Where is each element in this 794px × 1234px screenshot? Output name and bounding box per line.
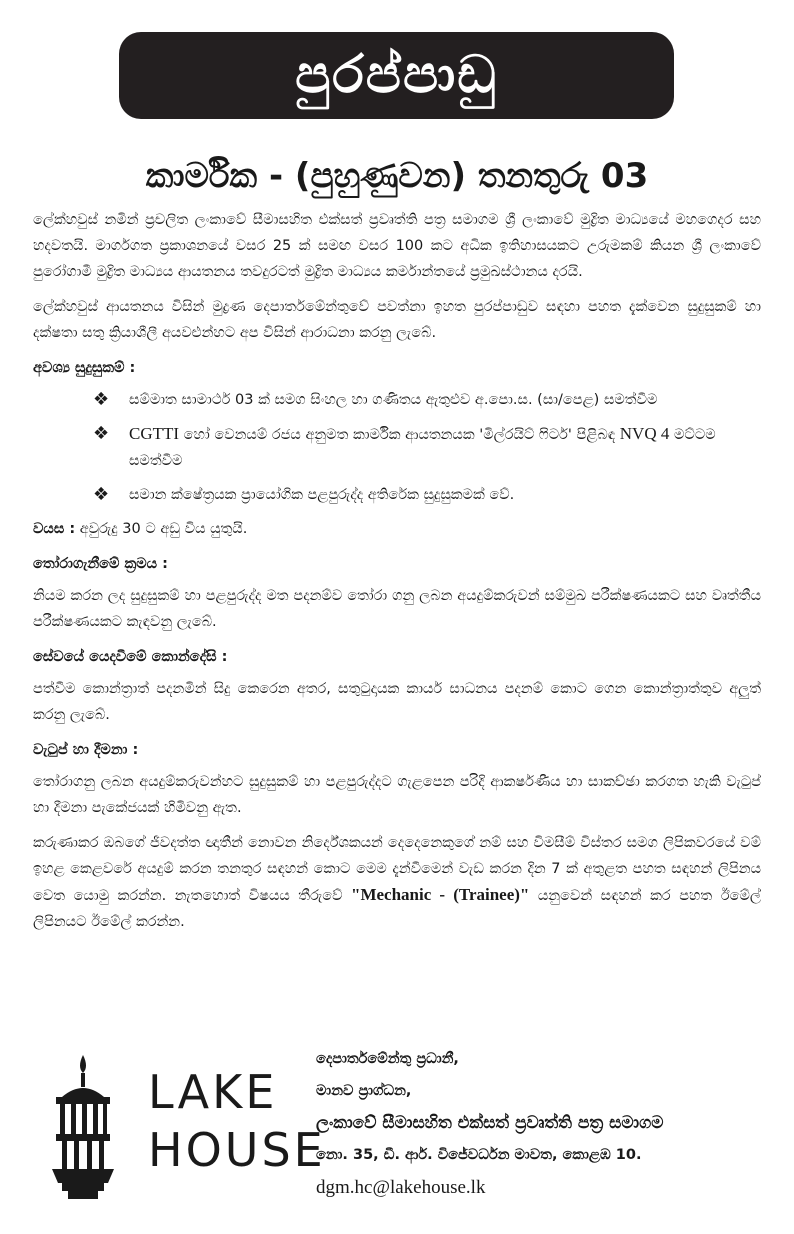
service-title: සේවයේ යෙදවීමේ කොන්දේසි : [33, 649, 228, 665]
address-line-designation: දෙපාර්තමේන්තු ප්‍රධානී, [316, 1051, 459, 1067]
job-headline: කාර්මික - (පුහුණුවන) තනතුරු 03 [145, 156, 649, 196]
logo-word-lake: LAKE [148, 1065, 278, 1119]
salary-title: වැටුප් හා දීමනා : [33, 742, 139, 758]
banner-title: පුරප්පාඩු [295, 45, 498, 105]
cgtti-label: CGTTI [129, 424, 180, 443]
contact-address [316, 1047, 776, 1201]
logo-word-house: HOUSE [148, 1123, 326, 1177]
salary-text: තෝරාගනු ලබන අයදුම්කරුවන්හට සුදුසුකම් හා පළපුරුද්දට ගැළපෙන පරිදි ආකර්ෂණීය හා සාකච්ඡා කරගත හැකි වැටුප් හා දීමනා පැකේජයක් හිමිවනු ඇත. [33, 774, 761, 816]
list-item: ❖ CGTTI හෝ වෙනයම් රජය අනුමත කාර්මික ආයතනයක 'මිල්රයිට් ෆිටර්' පිළිබඳ NVQ 4 මට්ටම සමත්වීම [93, 423, 716, 469]
selection-text: නියම කරන ලද සුදුසුකම් හා පළපුරුද්ද මත පදනම්ව තෝරා ගනු ලබන අයදුම්කරුවන් සම්මුඛ පරීක්ෂණයකට සහ වෘත්තීය පරීක්ෂණයකට කැඳවනු ලැබේ. [33, 588, 761, 630]
lake-house-logo [40, 1045, 326, 1205]
intro-paragraph-1: ලේක්හවුස් නමින් ප්‍රචලිත ලංකාවේ සීමාසහිත එක්සත් ප්‍රවෘත්ති පත්‍ර සමාගම ශ්‍රී ලංකාවේ මුද්‍රිත මාධ්‍යයේ මහගෙදර සහ හදවතයි. මාර්ගගත ප්‍රකාශනයේ වසර 25 ක් සමඟ වසර 100 කට අධික ඉතිහාසයකට උරුමකම් කියන ශ්‍රී ලංකාවේ පුරෝගාමී මුද්‍රිත මාධ්‍යය ආයතනය තවදුරටත් මුද්‍රිත මාධ්‍යය කර්මාන්තයේ ප්‍රමුඛස්ථානය දරයි. [33, 212, 761, 280]
intro-paragraph-2: ලේක්හවුස් ආයතනය විසින් මුද්‍රණ දෙපාර්තමේන්තුවේ පවත්නා ඉහත පුරප්පාඩුව සඳහා පහත දැක්වෙන සුදුසුකම් හා දක්ෂතා සතු ක්‍රියාශීලී අයවළුන්හට අප විසින් ආරාධනා කරනු ලැබේ. [33, 299, 761, 341]
age-label: වයස : [33, 521, 76, 537]
address-line-organisation: ලංකාවේ සීමාසහිත එක්සත් ප්‍රවෘත්ති පත්‍ර සමාගම [316, 1113, 664, 1133]
email-subject: "Mechanic - (Trainee)" [351, 885, 530, 904]
age-requirement: වයස : අවුරුදු 30 ට අඩු විය යුතුයි. [33, 521, 248, 537]
address-line-street: නො. 35, ඩී. ආර්. විජේවර්ධන මාවත, කොළඹ 10. [316, 1147, 642, 1163]
title-banner [119, 32, 674, 119]
list-item: ❖ සම්මාත සාමාර්ථ 03 ක් සමග සිංහල හා ගණිතය ඇතුළුව අ.පො.ස. (සා/පෙළ) සමත්වීම [93, 387, 761, 413]
qualifications-title: අවශ්‍ය සුදුසුකම් : [33, 360, 136, 376]
service-text: පත්වීම කොන්ත්‍රාත් පදනමින් සිදු කෙරෙන අතර, සතුටුදායක කාර්ය සාධනය පදනම් කොට ගෙන කොන්ත්‍රාත්තුව අලුත් කරනු ලැබේ. [33, 681, 761, 723]
nvq-label: NVQ 4 [619, 424, 670, 443]
address-line-department: මානව ප්‍රාග්ධන, [316, 1083, 412, 1099]
selection-title: තෝරාගැනීමේ ක්‍රමය : [33, 556, 168, 572]
apply-instructions: කරුණාකර ඔබගේ ජීවදත්ත ඥාතීන් නොවන නිර්දේශකයන් දෙදෙනෙකුගේ නම් සහ විමසීම් විස්තර සමග ලිපිකවරයේ වම් ඉහළ කෙළවරේ අයදුම් කරන තනතුර සඳහන් කොට මෙම දැන්වීමෙන් වැඩ කරන දින 7 ක් අතුළත පහත සඳහන් ලිපිනය වෙත යොමු කරන්න. නැතහොත් විෂයය තීරුවේ "Mechanic - (Trainee)" යනුවෙන් සඳහන් කර පහත ඊමේල් ලිපිනයට ඊමේල් කරන්න. [33, 835, 761, 930]
qualifications-list [33, 387, 761, 508]
advert-body [33, 207, 761, 944]
list-item: ❖ සමාන ක්ෂේත්‍රයක ප්‍රායෝගික පළපුරුද්ද අතිරේක සුදුසුකමක් වේ. [93, 482, 761, 508]
diamond-bullet-icon: ❖ [93, 423, 110, 444]
diamond-bullet-icon: ❖ [93, 389, 110, 410]
contact-email[interactable]: dgm.hc@lakehouse.lk [316, 1177, 486, 1198]
lamp-tower-icon [48, 1053, 118, 1203]
diamond-bullet-icon: ❖ [93, 484, 110, 505]
footer [0, 1035, 794, 1234]
